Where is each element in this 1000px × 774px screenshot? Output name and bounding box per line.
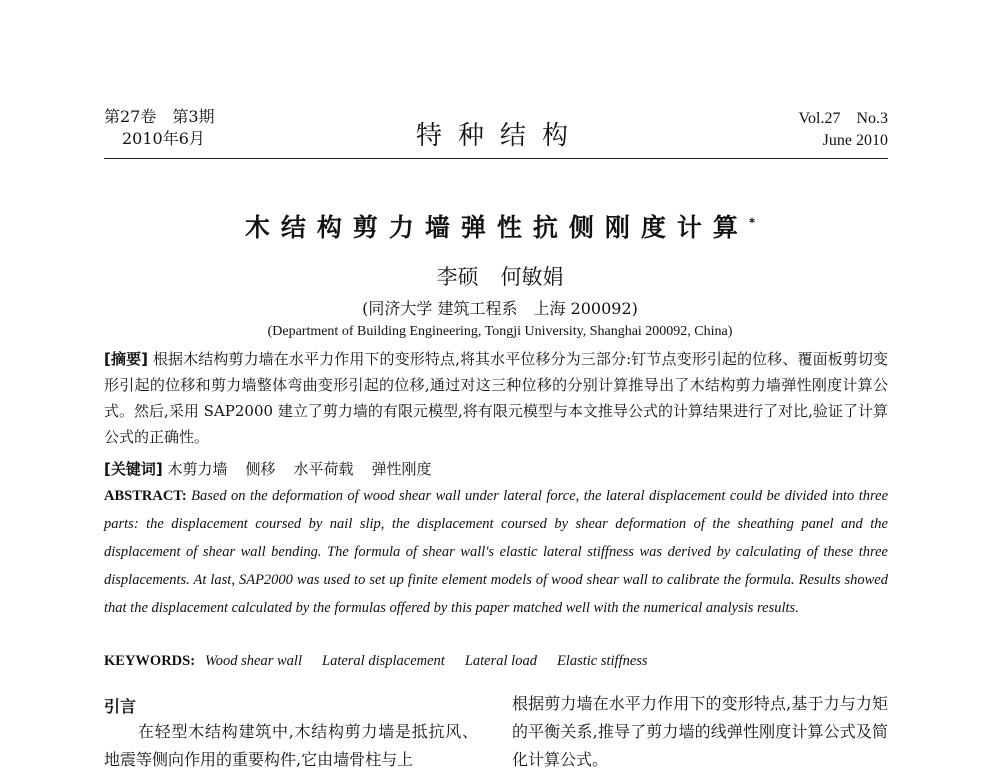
volume-issue-cn: 第27卷 第3期 <box>104 107 215 126</box>
keywords-en-label: KEYWORDS: <box>104 653 196 669</box>
title-text: 木结构剪力墙弹性抗侧刚度计算 <box>244 213 749 242</box>
intro-right-column: 根据剪力墙在水平力作用下的变形特点,基于力与力矩的平衡关系,推导了剪力墙的线弹性刚度计算公式及简化计算公式。 <box>512 694 888 769</box>
keyword-en: Lateral load <box>464 653 537 669</box>
abstract-en <box>104 482 888 622</box>
volume-issue-en: Vol.27 No.3 <box>798 110 888 127</box>
author-1: 李硕 <box>436 265 479 289</box>
keyword-cn: 木剪力墙 <box>167 460 228 478</box>
keyword-cn: 弹性刚度 <box>371 460 432 478</box>
keyword-cn: 侧移 <box>245 460 276 478</box>
keyword-en: Lateral displacement <box>322 653 445 669</box>
keywords-cn-label: [关键词] <box>104 460 163 478</box>
abstract-en-label: ABSTRACT: <box>104 488 187 504</box>
authors <box>0 261 1000 291</box>
abstract-en-text: Based on the deformation of wood shear wall under lateral force, the lateral displacement could be divided into three parts: the displacement coursed by nail slip, the displacement coursed by shear deformation of the sheathing panel and the displacement of shear wall bending. The formula of shear wall's elastic lateral stiffness was derived by calculating of these three displacements. At last, SAP2000 was used to set up finite element models of wood shear wall to calibrate the formula. Results showed that the displacement calculated by the formulas offered by this paper matched well with the numerical analysis results. <box>104 488 888 616</box>
keyword-cn: 水平荷载 <box>293 460 354 478</box>
header-rule <box>104 158 888 159</box>
abstract-cn-label: [摘要] <box>104 350 149 368</box>
intro-heading: 引言 <box>104 697 137 716</box>
intro-left-column: 在轻型木结构建筑中,木结构剪力墙是抵抗风、地震等侧向作用的重要构件,它由墙骨柱与上 <box>104 722 478 769</box>
affiliation-cn: (同济大学 建筑工程系 上海 200092) <box>362 299 638 318</box>
affiliation-en: (Department of Building Engineering, Tongji University, Shanghai 200092, China) <box>267 324 733 339</box>
date-en: June 2010 <box>822 132 888 149</box>
abstract-cn-text: 根据木结构剪力墙在水平力作用下的变形特点,将其水平位移分为三部分:钉节点变形引起的位移、覆面板剪切变形引起的位移和剪力墙整体弯曲变形引起的位移,通过对这三种位移的分别计算推导出了木结构剪力墙弹性刚度计算公式。然后,采用 SAP2000 建立了剪力墙的有限元模型,将有限元模型与本文推导公式的计算结果进行了对比,验证了计算公式的正确性。 <box>104 350 889 446</box>
title-footnote-mark: * <box>748 215 756 230</box>
keyword-en: Wood shear wall <box>205 653 302 669</box>
author-2: 何敏娟 <box>500 265 564 289</box>
keywords-cn <box>104 456 888 482</box>
abstract-cn <box>104 346 888 450</box>
journal-issue-en <box>799 108 889 152</box>
keyword-en: Elastic stiffness <box>556 653 648 669</box>
journal-name: 特种结构 <box>415 121 584 151</box>
article-title <box>0 208 1000 244</box>
keywords-en <box>104 648 888 674</box>
date-cn: 2010年6月 <box>122 129 205 148</box>
